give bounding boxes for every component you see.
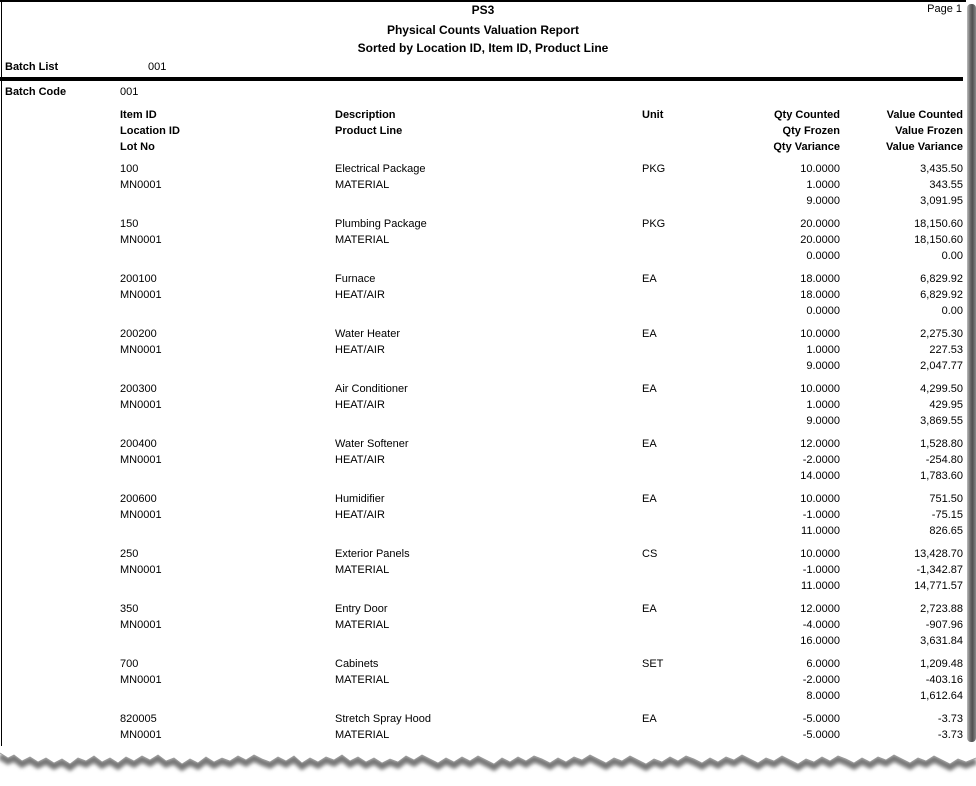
cell-description: Cabinets (335, 658, 379, 670)
table-row (120, 271, 963, 319)
cell-value-variance: 14,771.57 (914, 580, 963, 592)
table-row (120, 436, 963, 484)
cell-lot-no (120, 193, 335, 209)
cell-qty-variance: 0.0000 (806, 305, 840, 317)
cell-value-counted: 2,275.30 (920, 328, 963, 340)
cell-qty-frozen: 1.0000 (806, 344, 840, 356)
cell-lot-no (120, 303, 335, 319)
cell-qty-variance: 11.0000 (801, 525, 840, 537)
col-header-value-counted: Value Counted (886, 109, 963, 121)
cell-qty-counted: 18.0000 (800, 273, 840, 285)
cell-location-id: MN0001 (120, 564, 162, 576)
cell-product-line: HEAT/AIR (335, 509, 385, 521)
cell-item-id: 200400 (120, 438, 157, 450)
torn-paper-edge (0, 746, 976, 786)
cell-qty-frozen: 1.0000 (806, 179, 840, 191)
cell-qty-variance: 16.0000 (800, 635, 840, 647)
table-row (120, 161, 963, 209)
batch-list-label: Batch List (5, 61, 59, 73)
cell-qty-counted: 10.0000 (800, 383, 840, 395)
page-edge-shadow (967, 4, 976, 742)
cell-product-line: MATERIAL (335, 564, 390, 576)
table-row (120, 216, 963, 264)
cell-qty-counted: 10.0000 (800, 163, 840, 175)
cell-value-frozen: 429.95 (929, 399, 963, 411)
report-subtitle: Sorted by Location ID, Item ID, Product Line (357, 41, 609, 55)
cell-value-variance: 826.65 (929, 525, 963, 537)
divider-rule (0, 77, 963, 81)
table-row (120, 546, 963, 594)
col-header-item-id: Item ID (120, 109, 157, 121)
cell-qty-variance: 11.0000 (801, 580, 840, 592)
cell-value-counted: 3,435.50 (920, 163, 963, 175)
cell-description: Exterior Panels (335, 548, 410, 560)
cell-value-counted: 1,528.80 (920, 438, 963, 450)
col-header-location-id: Location ID (120, 125, 180, 137)
cell-qty-counted: 10.0000 (800, 328, 840, 340)
cell-qty-counted: 10.0000 (800, 493, 840, 505)
cell-value-counted: 13,428.70 (914, 548, 963, 560)
cell-value-variance: 3,631.84 (920, 635, 963, 647)
cell-product-line: MATERIAL (335, 179, 390, 191)
cell-value-variance: 2,047.77 (920, 360, 963, 372)
cell-location-id: MN0001 (120, 399, 162, 411)
cell-lot-no (120, 248, 335, 264)
batch-code-label: Batch Code (5, 86, 67, 98)
cell-unit: EA (642, 493, 657, 505)
cell-description: Entry Door (335, 603, 388, 615)
cell-value-frozen: -75.15 (931, 509, 963, 521)
cell-description: Water Softener (335, 438, 409, 450)
batch-list-value: 001 (148, 61, 167, 73)
cell-unit: EA (642, 603, 657, 615)
report-title: Physical Counts Valuation Report (386, 23, 580, 37)
cell-value-counted: 4,299.50 (920, 383, 963, 395)
col-header-product-line: Product Line (335, 125, 403, 137)
cell-value-variance: 3,091.95 (920, 195, 963, 207)
cell-item-id: 250 (120, 548, 139, 560)
cell-qty-counted: 10.0000 (800, 548, 840, 560)
cell-unit: EA (642, 328, 657, 340)
cell-qty-counted: 12.0000 (800, 603, 840, 615)
cell-location-id: MN0001 (120, 729, 162, 741)
page-number: Page 1 (927, 3, 962, 15)
table-row (120, 601, 963, 649)
cell-unit: SET (642, 658, 664, 670)
cell-description: Plumbing Package (335, 218, 427, 230)
cell-item-id: 820005 (120, 713, 157, 725)
table-row (120, 491, 963, 539)
cell-description: Stretch Spray Hood (335, 713, 431, 725)
cell-qty-frozen: -2.0000 (802, 674, 840, 686)
cell-value-variance: 1,612.64 (920, 690, 963, 702)
cell-value-counted: 1,209.48 (920, 658, 963, 670)
cell-value-frozen: 18,150.60 (914, 234, 963, 246)
cell-unit: EA (642, 383, 657, 395)
cell-item-id: 200200 (120, 328, 157, 340)
cell-value-frozen: -403.16 (925, 674, 963, 686)
cell-location-id: MN0001 (120, 179, 162, 191)
col-header-qty-variance: Qty Variance (773, 141, 840, 153)
cell-qty-frozen: -1.0000 (802, 509, 840, 521)
cell-qty-frozen: 20.0000 (800, 234, 840, 246)
cell-value-frozen: -3.73 (937, 729, 963, 741)
cell-product-line: MATERIAL (335, 619, 390, 631)
col-header-unit: Unit (642, 109, 664, 121)
cell-item-id: 200600 (120, 493, 157, 505)
cell-location-id: MN0001 (120, 344, 162, 356)
table-row (120, 326, 963, 374)
cell-value-frozen: -254.80 (925, 454, 963, 466)
cell-qty-frozen: 1.0000 (806, 399, 840, 411)
cell-value-frozen: 227.53 (929, 344, 963, 356)
cell-item-id: 350 (120, 603, 139, 615)
cell-location-id: MN0001 (120, 289, 162, 301)
cell-location-id: MN0001 (120, 454, 162, 466)
cell-item-id: 200300 (120, 383, 157, 395)
cell-value-frozen: -907.96 (925, 619, 963, 631)
cell-description: Electrical Package (335, 163, 426, 175)
col-header-value-frozen: Value Frozen (895, 125, 963, 137)
cell-lot-no (120, 633, 335, 649)
cell-product-line: MATERIAL (335, 729, 390, 741)
cell-unit: EA (642, 438, 657, 450)
cell-qty-frozen: -1.0000 (802, 564, 840, 576)
cell-lot-no (120, 468, 335, 484)
cell-item-id: 200100 (120, 273, 157, 285)
cell-value-variance: 1,783.60 (920, 470, 963, 482)
cell-unit: EA (642, 713, 657, 725)
cell-description: Water Heater (335, 328, 401, 340)
cell-qty-frozen: -5.0000 (802, 729, 840, 741)
cell-lot-no (120, 688, 335, 704)
cell-unit: EA (642, 273, 657, 285)
cell-location-id: MN0001 (120, 509, 162, 521)
cell-lot-no (120, 523, 335, 539)
cell-value-counted: 751.50 (929, 493, 963, 505)
cell-value-frozen: 6,829.92 (920, 289, 963, 301)
cell-value-frozen: -1,342.87 (916, 564, 963, 576)
cell-qty-variance: 0.0000 (806, 250, 840, 262)
col-header-qty-frozen: Qty Frozen (782, 125, 840, 137)
cell-value-frozen: 343.55 (929, 179, 963, 191)
col-header-lot-no: Lot No (120, 141, 155, 153)
cell-product-line: MATERIAL (335, 674, 390, 686)
cell-value-variance: 0.00 (941, 305, 963, 317)
cell-item-id: 150 (120, 218, 139, 230)
table-rows (120, 161, 963, 759)
cell-qty-variance: 9.0000 (806, 195, 840, 207)
col-header-description: Description (335, 109, 396, 121)
table-row (120, 656, 963, 704)
system-code: PS3 (471, 3, 495, 17)
cell-product-line: HEAT/AIR (335, 289, 385, 301)
cell-qty-frozen: -4.0000 (802, 619, 840, 631)
cell-location-id: MN0001 (120, 619, 162, 631)
cell-qty-counted: -5.0000 (802, 713, 840, 725)
cell-qty-variance: 9.0000 (806, 415, 840, 427)
cell-location-id: MN0001 (120, 674, 162, 686)
cell-qty-variance: 9.0000 (806, 360, 840, 372)
cell-location-id: MN0001 (120, 234, 162, 246)
batch-code-value: 001 (120, 86, 139, 98)
cell-description: Furnace (335, 273, 376, 285)
page-left-border (1, 0, 2, 752)
report-table (120, 107, 963, 766)
cell-qty-counted: 20.0000 (800, 218, 840, 230)
cell-description: Humidifier (335, 493, 385, 505)
page-top-border (0, 0, 966, 2)
cell-qty-frozen: 18.0000 (800, 289, 840, 301)
cell-product-line: HEAT/AIR (335, 344, 385, 356)
cell-value-variance: 3,869.55 (920, 415, 963, 427)
cell-qty-counted: 6.0000 (806, 658, 840, 670)
cell-unit: PKG (642, 163, 666, 175)
col-header-qty-counted: Qty Counted (774, 109, 840, 121)
table-row (120, 381, 963, 429)
cell-item-id: 100 (120, 163, 139, 175)
cell-product-line: HEAT/AIR (335, 399, 385, 411)
cell-qty-counted: 12.0000 (800, 438, 840, 450)
cell-value-counted: 18,150.60 (914, 218, 963, 230)
cell-value-counted: -3.73 (937, 713, 963, 725)
cell-unit: PKG (642, 218, 666, 230)
cell-qty-variance: 8.0000 (806, 690, 840, 702)
cell-value-variance: 0.00 (941, 250, 963, 262)
cell-lot-no (120, 358, 335, 374)
cell-qty-frozen: -2.0000 (802, 454, 840, 466)
cell-product-line: MATERIAL (335, 234, 390, 246)
cell-item-id: 700 (120, 658, 139, 670)
column-headers (120, 107, 963, 155)
cell-unit: CS (642, 548, 658, 560)
cell-product-line: HEAT/AIR (335, 454, 385, 466)
col-header-value-variance: Value Variance (885, 141, 963, 153)
cell-value-counted: 6,829.92 (920, 273, 963, 285)
cell-lot-no (120, 413, 335, 429)
cell-description: Air Conditioner (335, 383, 408, 395)
cell-qty-variance: 14.0000 (800, 470, 840, 482)
cell-value-counted: 2,723.88 (920, 603, 963, 615)
cell-lot-no (120, 578, 335, 594)
